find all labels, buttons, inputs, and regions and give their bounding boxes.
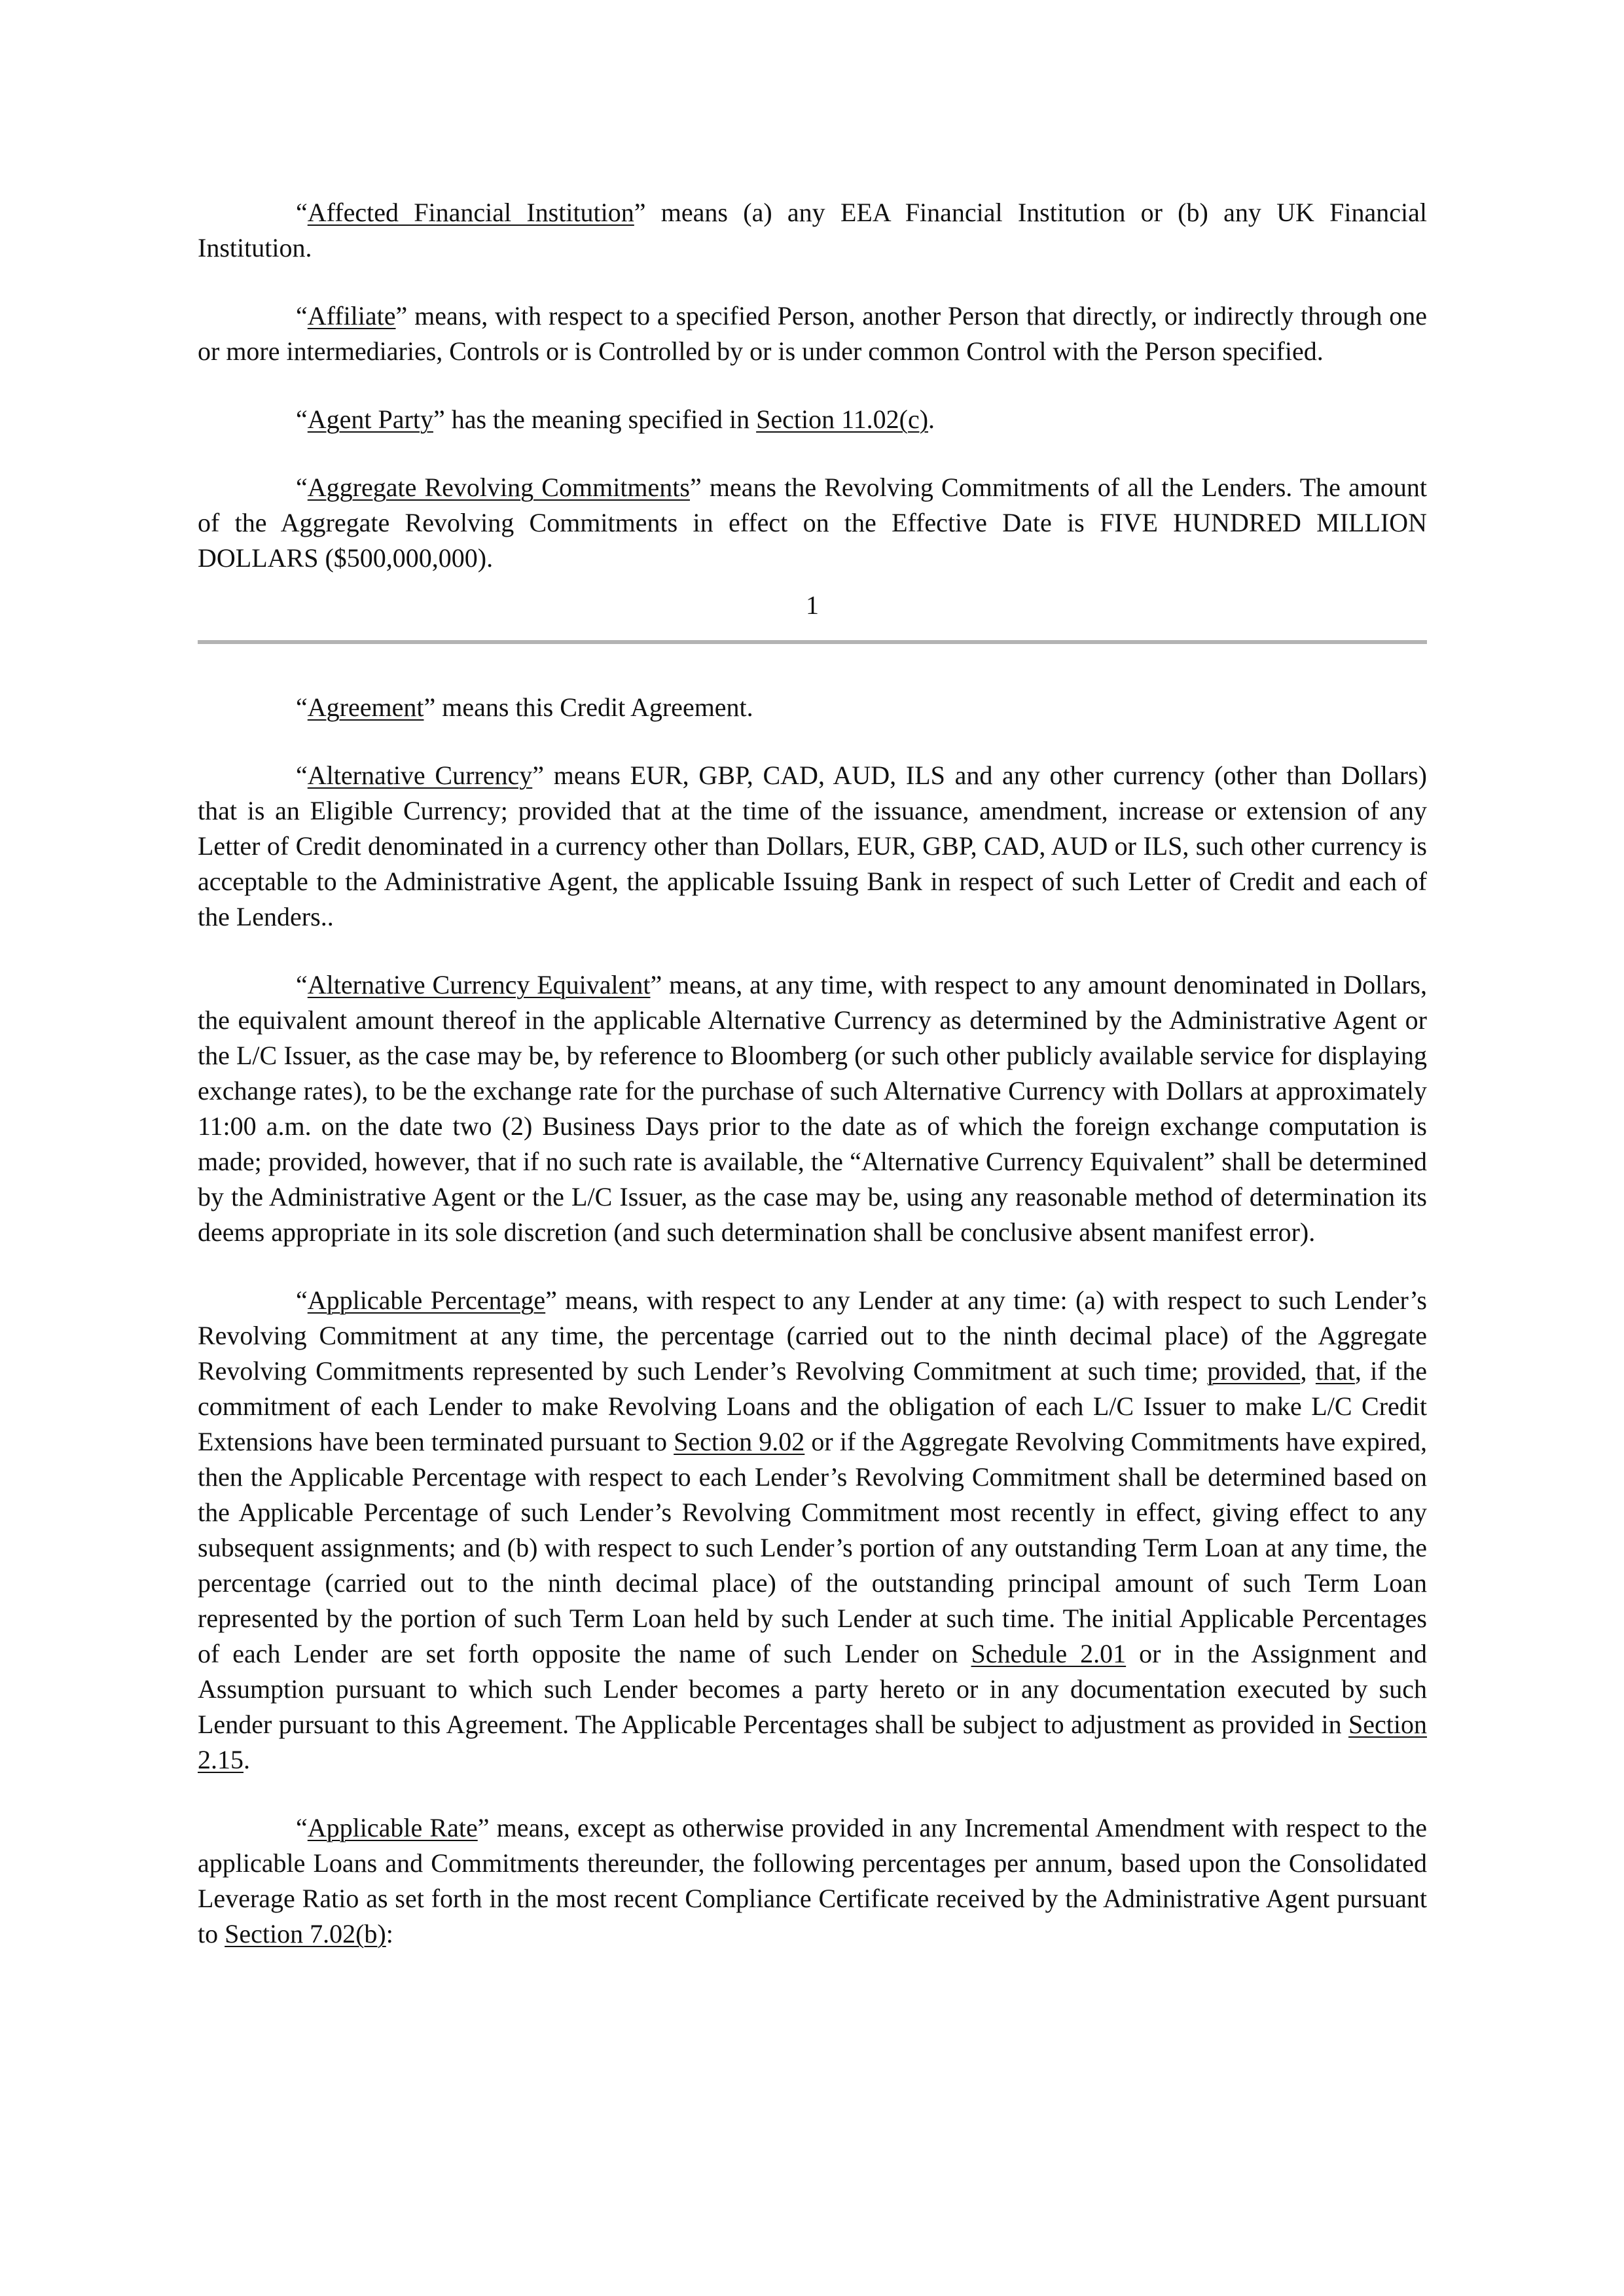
definition-alternative-currency — [198, 758, 1427, 935]
open-quote: “ — [296, 198, 308, 227]
definition-text: , if the commitment of each Lender to make Revolving Loans and the obligation of each L/C Issuer to make L/C Credit Extensions have been terminated pursuant to — [198, 1356, 1428, 1456]
definition-affected-financial-institution — [198, 195, 1427, 266]
section-reference: Section 9.02 — [674, 1427, 805, 1456]
definition-text: ” means the Revolving Commitments of all the Lenders. The amount of the Aggregate Revolving Commitments in effect on the Effective Date is FIVE HUNDRED MILLION DOLLARS ($500,000,000). — [198, 473, 1428, 573]
definition-text: ” has the meaning specified in — [433, 404, 757, 434]
definition-agreement — [198, 690, 1427, 725]
definition-text: ” means (a) any EEA Financial Institution or (b) any UK Financial Institution. — [198, 198, 1427, 262]
defined-term: Agent Party — [307, 404, 433, 434]
section-reference: Section 2.15 — [198, 1710, 1427, 1774]
page-number: 1 — [806, 590, 819, 620]
schedule-reference: Schedule 2.01 — [971, 1639, 1127, 1668]
definition-applicable-rate — [198, 1810, 1427, 1952]
definition-text: ” means this Credit Agreement. — [424, 692, 753, 722]
section-reference: Section 7.02(b) — [225, 1919, 386, 1948]
defined-term: Affected Financial Institution — [307, 198, 634, 227]
definition-affiliate — [198, 298, 1427, 369]
open-quote: “ — [296, 1285, 308, 1315]
defined-term: Agreement — [307, 692, 424, 722]
definition-end: : — [386, 1919, 393, 1948]
open-quote: “ — [296, 473, 308, 502]
section-reference: Section 11.02(c) — [756, 404, 929, 434]
definition-aggregate-revolving-commitments — [198, 470, 1427, 576]
open-quote: “ — [296, 970, 308, 999]
definition-text: ” means, with respect to a specified Person, another Person that directly, or indirectly through one or more intermediaries, Controls or is Controlled by or is under common Control with the Person specified. — [198, 301, 1427, 366]
definition-text: ” means EUR, GBP, CAD, AUD, ILS and any other currency (other than Dollars) that is an Eligible Currency; provided that at the time of the issuance, amendment, increase or extension of any Letter of Credit denominated in a currency other than Dollars, EUR, GBP, CAD, AUD or ILS, such other currency is acceptable to the Administrative Agent, the applicable Issuing Bank in respect of such Letter of Credit and each of the Lenders.. — [198, 761, 1427, 931]
defined-term: Alternative Currency Equivalent — [307, 970, 651, 999]
open-quote: “ — [296, 692, 308, 722]
definition-applicable-percentage — [198, 1283, 1427, 1778]
page-divider — [198, 640, 1427, 644]
open-quote: “ — [296, 1813, 308, 1842]
definition-text: ” means, except as otherwise provided in any Incremental Amendment with respect to the applicable Loans and Commitments thereunder, the following percentages per annum, based upon the Consolidated Leverage Ratio as set forth in the most recent Compliance Certificate received by the Administrative Agent pursuant to — [198, 1813, 1428, 1948]
definition-alternative-currency-equivalent — [198, 967, 1427, 1250]
open-quote: “ — [296, 404, 308, 434]
defined-term: Alternative Currency — [307, 761, 533, 790]
defined-term: Aggregate Revolving Commitments — [307, 473, 690, 502]
defined-term: Applicable Percentage — [307, 1285, 546, 1315]
that-term: that — [1315, 1356, 1355, 1386]
definition-agent-party — [198, 402, 1427, 437]
defined-term: Applicable Rate — [307, 1813, 478, 1842]
comma: , — [1300, 1356, 1316, 1386]
definition-text: ” means, with respect to any Lender at any time: (a) with respect to such Lender’s Revolving Commitment at any time, the percentage (carried out to the ninth decimal place) of the Aggregate Revolving Commitments represented by such Lender’s Revolving Commitment at such time; — [198, 1285, 1428, 1386]
definition-text: ” means, at any time, with respect to any amount denominated in Dollars, the equivalent amount thereof in the applicable Alternative Currency as determined by the Administrative Agent or the L/C Issuer, as the case may be, by reference to Bloomberg (or such other publicly available service for displaying exchange rates), to be the exchange rate for the purchase of such Alternative Currency with Dollars at approximately 11:00 a.m. on the date two (2) Business Days prior to the date as of which the foreign exchange computation is made; provided, however, that if no such rate is available, the “Alternative Currency Equivalent” shall be determined by the Administrative Agent or the L/C Issuer, as the case may be, using any reasonable method of determination its deems appropriate in its sole discretion (and such determination shall be conclusive absent manifest error). — [198, 970, 1427, 1247]
definition-end: . — [928, 404, 935, 434]
open-quote: “ — [296, 761, 308, 790]
definition-end: . — [244, 1745, 250, 1774]
document-page — [198, 195, 1427, 1984]
definition-text: or in the Assignment and Assumption pursuant to which such Lender becomes a party hereto or in any documentation executed by such Lender pursuant to this Agreement. The Applicable Percentages shall be subject to adjustment as provided in — [198, 1639, 1427, 1739]
open-quote: “ — [296, 301, 308, 331]
provided-term: provided — [1207, 1356, 1301, 1386]
defined-term: Affiliate — [307, 301, 396, 331]
definition-text: or if the Aggregate Revolving Commitments have expired, then the Applicable Percentage with respect to each Lender’s Revolving Commitment shall be determined based on the Applicable Percentage of such Lender’s Revolving Commitment most recently in effect, giving effect to any subsequent assignments; and (b) with respect to such Lender’s portion of any outstanding Term Loan at any time, the percentage (carried out to the ninth decimal place) of the outstanding principal amount of such Term Loan represented by the portion of such Term Loan held by such Lender at such time. The initial Applicable Percentages of each Lender are set forth opposite the name of such Lender on — [198, 1427, 1427, 1668]
